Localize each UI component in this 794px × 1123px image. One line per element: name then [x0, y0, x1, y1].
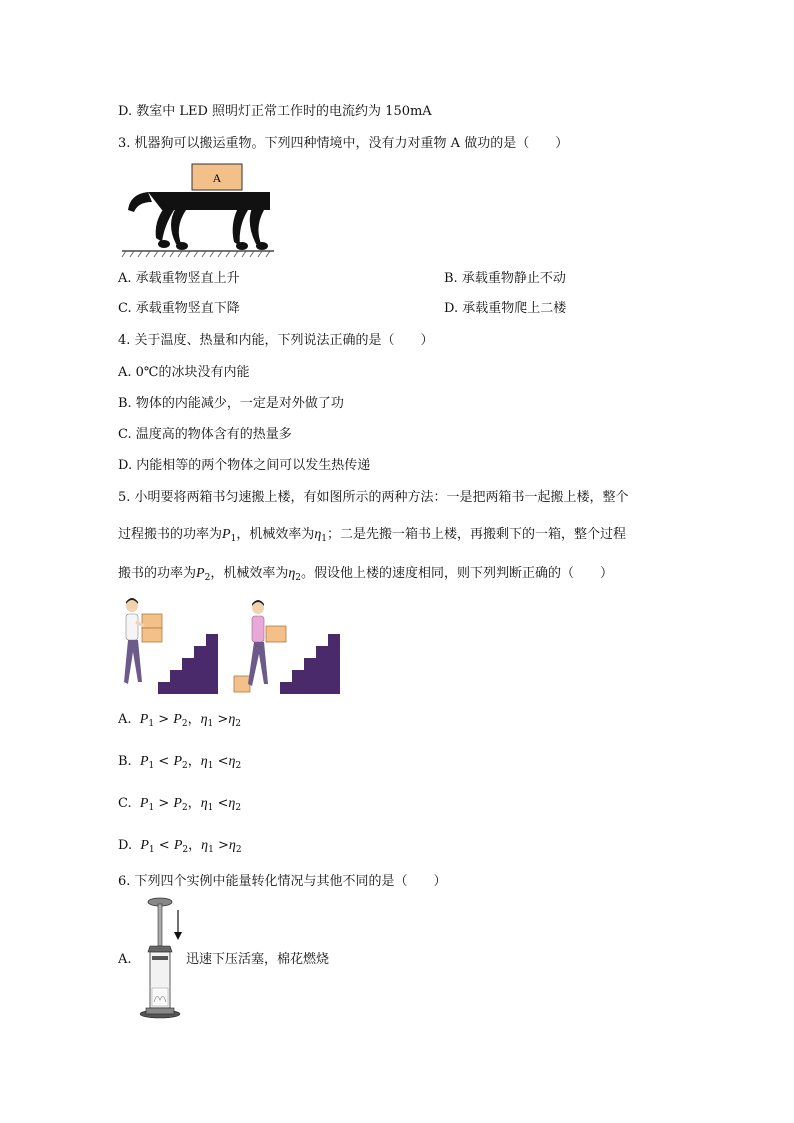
q5-line-1: 5. 小明要将两箱书匀速搬上楼，有如图所示的两种方法：一是把两箱书一起搬上楼，整个 [118, 490, 629, 505]
box-a-label: A [212, 171, 222, 185]
stairs-figure-1 [118, 596, 222, 696]
q6-option-a-label: A. [118, 952, 132, 967]
stairs-figure-2 [232, 596, 344, 696]
q4-option-d: D. 内能相等的两个物体之间可以发生热传递 [118, 458, 371, 473]
q5-option-b: B. $P_1 < P_2$，$\eta_1 <\eta_2$ [118, 754, 242, 771]
q5-option-a: A. $P_1 > P_2$，$\eta_1 >\eta_2$ [118, 712, 242, 729]
q4-option-c: C. 温度高的物体含有的热量多 [118, 427, 292, 442]
q3-option-d: D. 承载重物爬上二楼 [444, 301, 567, 316]
q4-option-b: B. 物体的内能减少，一定是对外做了功 [118, 396, 344, 411]
q4-option-a: A. 0℃的冰块没有内能 [118, 365, 250, 380]
q3-option-b: B. 承载重物静止不动 [444, 271, 566, 286]
q2-option-d: D. 教室中 LED 照明灯正常工作时的电流约为 150mA [118, 104, 432, 119]
q5-option-d: D. $P_1 < P_2$，$\eta_1 >\eta_2$ [118, 838, 242, 855]
q3-option-c: C. 承载重物竖直下降 [118, 301, 240, 316]
q5-line-3: 搬书的功率为$P_2$，机械效率为$\eta_2$。假设他上楼的速度相同，则下列判断正确的（ ） [118, 566, 614, 583]
q6-stem: 6. 下列四个实例中能量转化情况与其他不同的是（ ） [118, 874, 447, 889]
q5-option-c: C. $P_1 > P_2$，$\eta_1 <\eta_2$ [118, 796, 242, 813]
q4-stem: 4. 关于温度、热量和内能，下列说法正确的是（ ） [118, 333, 434, 348]
q5-line-2: 过程搬书的功率为$P_1$，机械效率为$\eta_1$；二是先搬一箱书上楼，再搬剩下的一箱，整个过程 [118, 527, 627, 544]
piston-cylinder-figure [140, 896, 190, 1020]
q6-option-a-text: 迅速下压活塞，棉花燃烧 [186, 952, 330, 967]
robot-dog-figure [118, 158, 278, 258]
q3-option-a: A. 承载重物竖直上升 [118, 271, 240, 286]
q3-stem: 3. 机器狗可以搬运重物。下列四种情境中，没有力对重物 A 做功的是（ ） [118, 136, 569, 151]
